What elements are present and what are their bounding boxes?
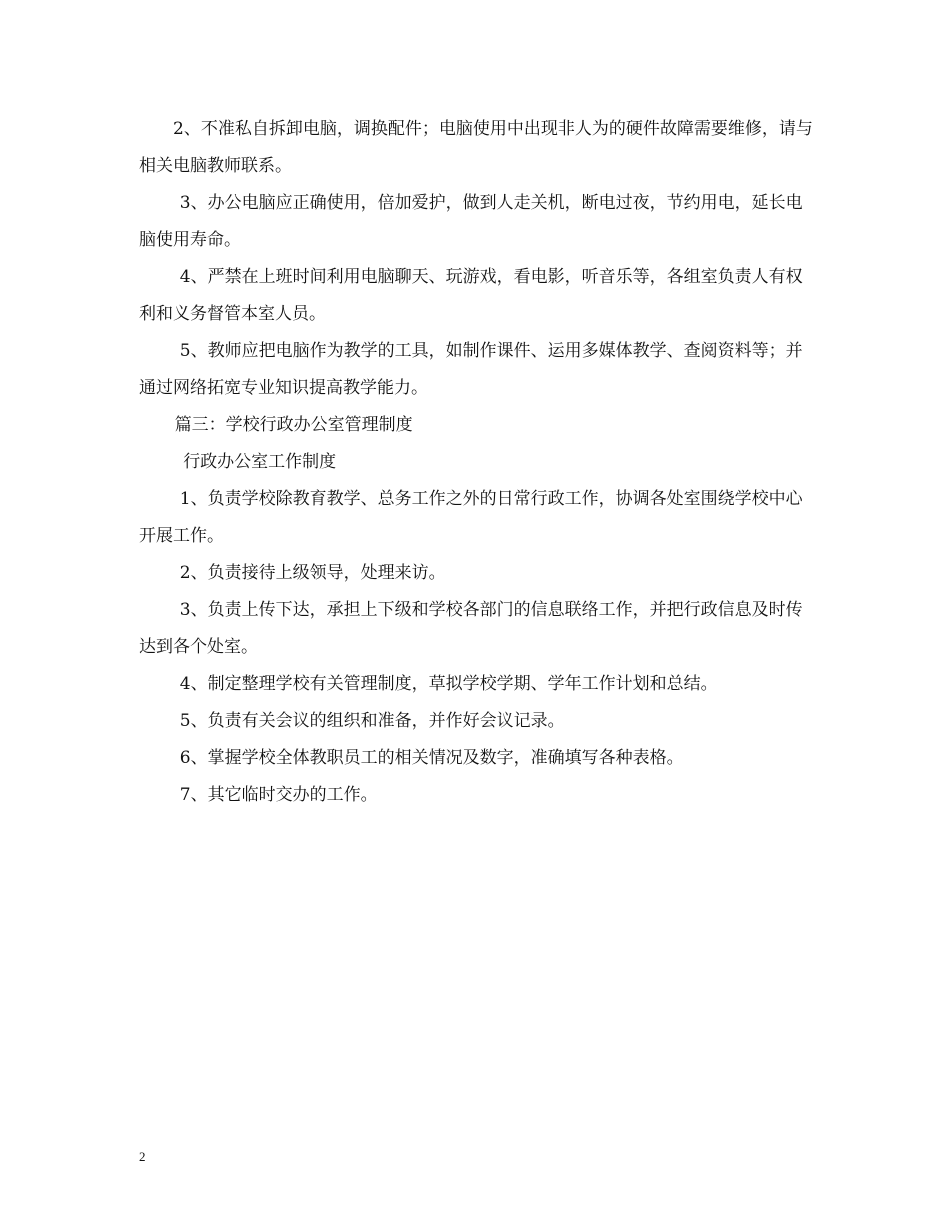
office-rule-2: 2、负责接待上级领导，处理来访。 [179,563,446,583]
office-rule-4: 4、制定整理学校有关管理制度，草拟学校学期、学年工作计划和总结。 [179,674,718,694]
section-heading: 篇三：学校行政办公室管理制度 [174,415,413,435]
paragraph-rule-5: 5、教师应把电脑作为教学的工具，如制作课件、运用多媒体教学、查阅资料等；并通过网络拓宽专业知识提高教学能力。 [139,341,803,398]
document-body [139,111,815,814]
office-rule-5: 5、负责有关会议的组织和准备，并作好会议记录。 [179,711,565,731]
office-rule-6: 6、掌握学校全体教职员工的相关情况及数字，准确填写各种表格。 [179,748,684,768]
office-rule-3: 3、负责上传下达，承担上下级和学校各部门的信息联络工作，并把行政信息及时传达到各个处室。 [139,600,803,657]
office-rule-1: 1、负责学校除教育教学、总务工作之外的日常行政工作，协调各处室围绕学校中心开展工作。 [139,489,803,546]
paragraph-rule-4: 4、严禁在上班时间利用电脑聊天、玩游戏，看电影，听音乐等，各组室负责人有权利和义务督管本室人员。 [139,267,803,324]
section-subheading: 行政办公室工作制度 [183,452,337,472]
office-rule-7: 7、其它临时交办的工作。 [179,785,378,805]
paragraph-rule-3: 3、办公电脑应正确使用，倍加爱护，做到人走关机，断电过夜，节约用电，延长电脑使用寿命。 [139,193,803,250]
page-number: 2 [139,1149,146,1164]
paragraph-rule-2: 2、不准私自拆卸电脑，调换配件；电脑使用中出现非人为的硬件故障需要维修，请与相关电脑教师联系。 [139,119,813,176]
